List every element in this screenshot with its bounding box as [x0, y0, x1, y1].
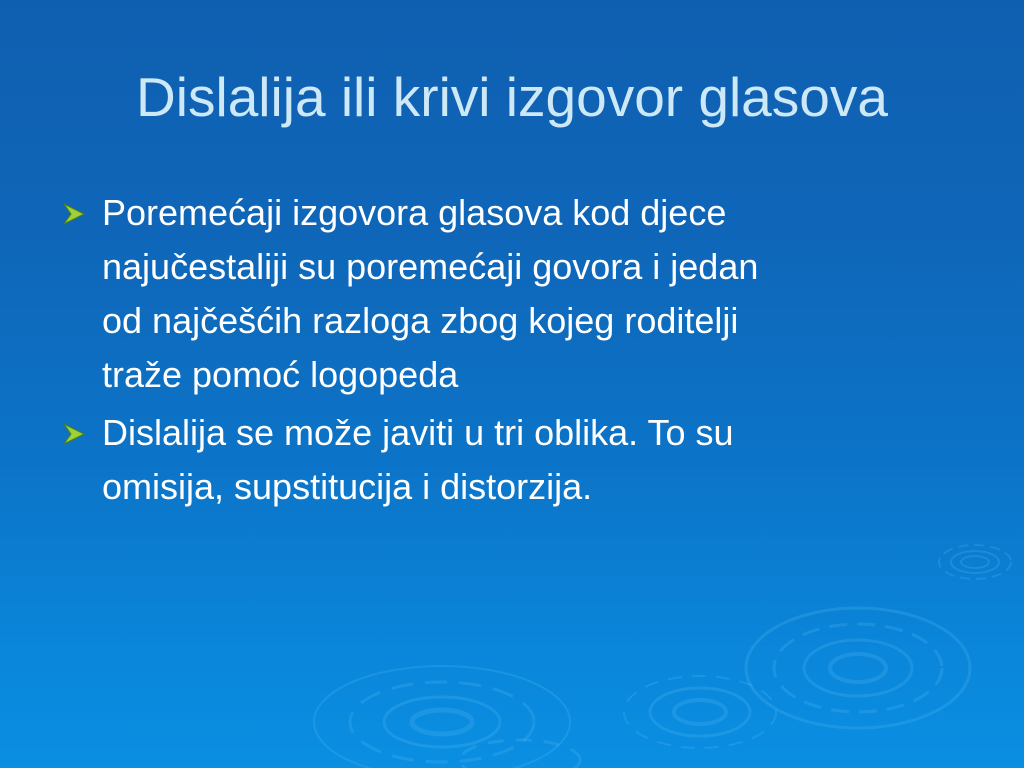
bullet-text: Dislalija se može javiti u tri oblika. To su omisija, supstitucija i distorzija. [102, 412, 734, 507]
arrow-bullet-icon [62, 203, 86, 225]
bullet-item [62, 186, 962, 402]
bullet-list [62, 186, 962, 518]
bullet-item [62, 406, 962, 514]
slide-title: Dislalija ili krivi izgovor glasova [136, 66, 888, 128]
arrow-bullet-icon [62, 423, 86, 445]
bullet-text: Poremećaji izgovora glasova kod djece najučestaliji su poremećaji govora i jedan od najčešćih razloga zbog kojeg roditelji traže pomoć logopeda [102, 192, 759, 395]
